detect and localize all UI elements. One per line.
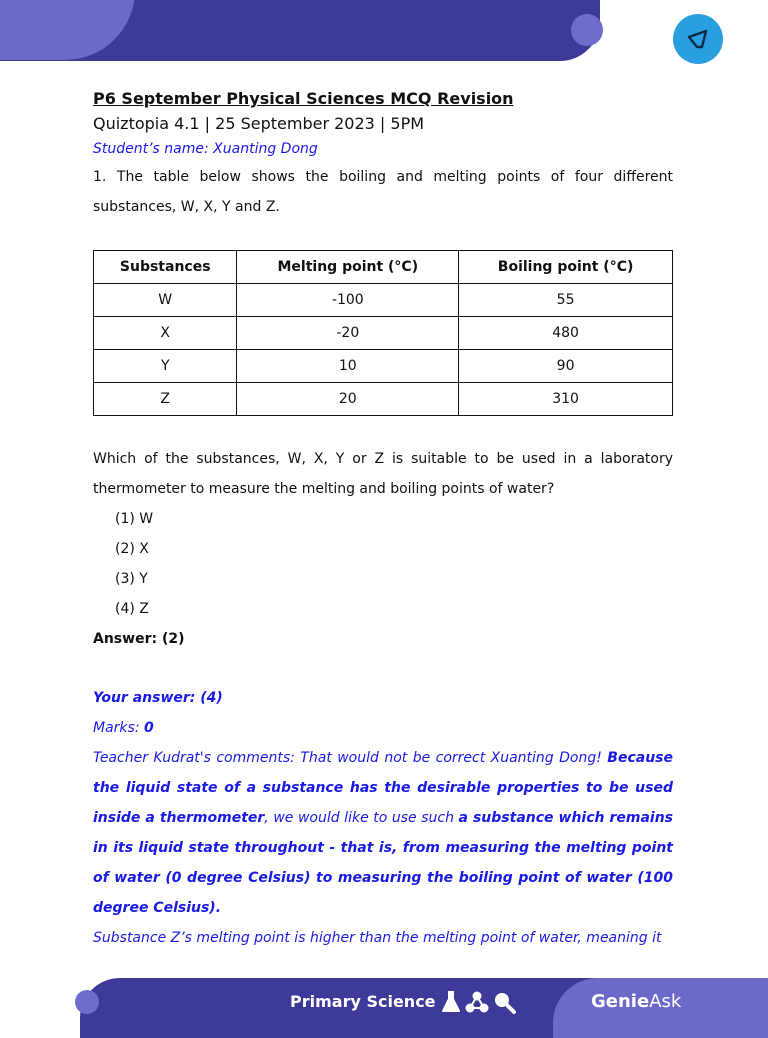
student-name: Student’s name: Xuanting Dong bbox=[93, 141, 318, 157]
table-row bbox=[94, 383, 673, 416]
your-answer-text: Your answer: (4) bbox=[93, 690, 223, 706]
option-4: (4) Z bbox=[115, 601, 149, 617]
cell-substance: X bbox=[94, 317, 237, 350]
cell-melting: 20 bbox=[237, 383, 459, 416]
table-row bbox=[94, 350, 673, 383]
teacher-comment bbox=[93, 743, 673, 923]
brand-part-ask: Ask bbox=[649, 991, 682, 1012]
substances-table bbox=[93, 250, 673, 416]
brand-part-genie: Genie bbox=[591, 991, 650, 1012]
option-2: (2) X bbox=[115, 541, 149, 557]
correct-answer: Answer: (2) bbox=[93, 631, 185, 647]
your-answer bbox=[93, 683, 673, 713]
molecule-icon bbox=[465, 990, 489, 1014]
cell-substance: Y bbox=[94, 350, 237, 383]
col-header-melting: Melting point (°C) bbox=[237, 251, 459, 284]
footer-icons bbox=[440, 990, 516, 1014]
option-1: (1) W bbox=[115, 511, 154, 527]
flask-icon bbox=[440, 990, 462, 1014]
comment-bold-part: Because the liquid state of a substance has the desirable properties to be used inside a thermometer bbox=[93, 750, 673, 826]
option-3: (3) Y bbox=[115, 571, 148, 587]
comment-part: Teacher Kudrat's comments: That would not be correct Xuanting Dong! bbox=[93, 750, 608, 766]
footer-dot bbox=[75, 990, 99, 1014]
table-row bbox=[94, 284, 673, 317]
header-dot bbox=[571, 14, 603, 46]
quiz-subtitle: Quiztopia 4.1 | 25 September 2023 | 5PM bbox=[93, 114, 425, 133]
teacher-comment-continued: Substance Z’s melting point is higher than the melting point of water, meaning it bbox=[93, 930, 662, 946]
marks-value: 0 bbox=[143, 720, 154, 736]
magnifier-icon bbox=[492, 990, 516, 1014]
cell-substance: Z bbox=[94, 383, 237, 416]
cell-boiling: 55 bbox=[459, 284, 673, 317]
comment-bold-part: a substance which remains in its liquid state throughout - that is, from measuring the melting point of water (0 degree Celsius) to measuring the boiling point of water (100 degree Celsius). bbox=[93, 810, 674, 916]
footer-brand bbox=[591, 991, 681, 1012]
cell-substance: W bbox=[94, 284, 237, 317]
document-body bbox=[93, 86, 673, 953]
page-title: P6 September Physical Sciences MCQ Revision bbox=[93, 89, 514, 108]
table-header-row bbox=[94, 251, 673, 284]
cell-boiling: 480 bbox=[459, 317, 673, 350]
cell-melting: -20 bbox=[237, 317, 459, 350]
marks bbox=[93, 713, 673, 743]
tag-arrow-icon[interactable] bbox=[673, 14, 723, 64]
cell-boiling: 310 bbox=[459, 383, 673, 416]
table-row bbox=[94, 317, 673, 350]
comment-part: , we would like to use such bbox=[264, 810, 459, 826]
cell-boiling: 90 bbox=[459, 350, 673, 383]
cell-melting: -100 bbox=[237, 284, 459, 317]
cell-melting: 10 bbox=[237, 350, 459, 383]
col-header-boiling: Boiling point (°C) bbox=[459, 251, 673, 284]
col-header-substances: Substances bbox=[94, 251, 237, 284]
footer-subject: Primary Science bbox=[290, 992, 436, 1011]
question-text: Which of the substances, W, X, Y or Z is suitable to be used in a laboratory thermometer to measure the melting and boiling points of water? bbox=[93, 451, 673, 497]
marks-label: Marks: bbox=[93, 720, 144, 736]
question-intro: 1. The table below shows the boiling and melting points of four different substances, W, X, Y and Z. bbox=[93, 169, 673, 215]
